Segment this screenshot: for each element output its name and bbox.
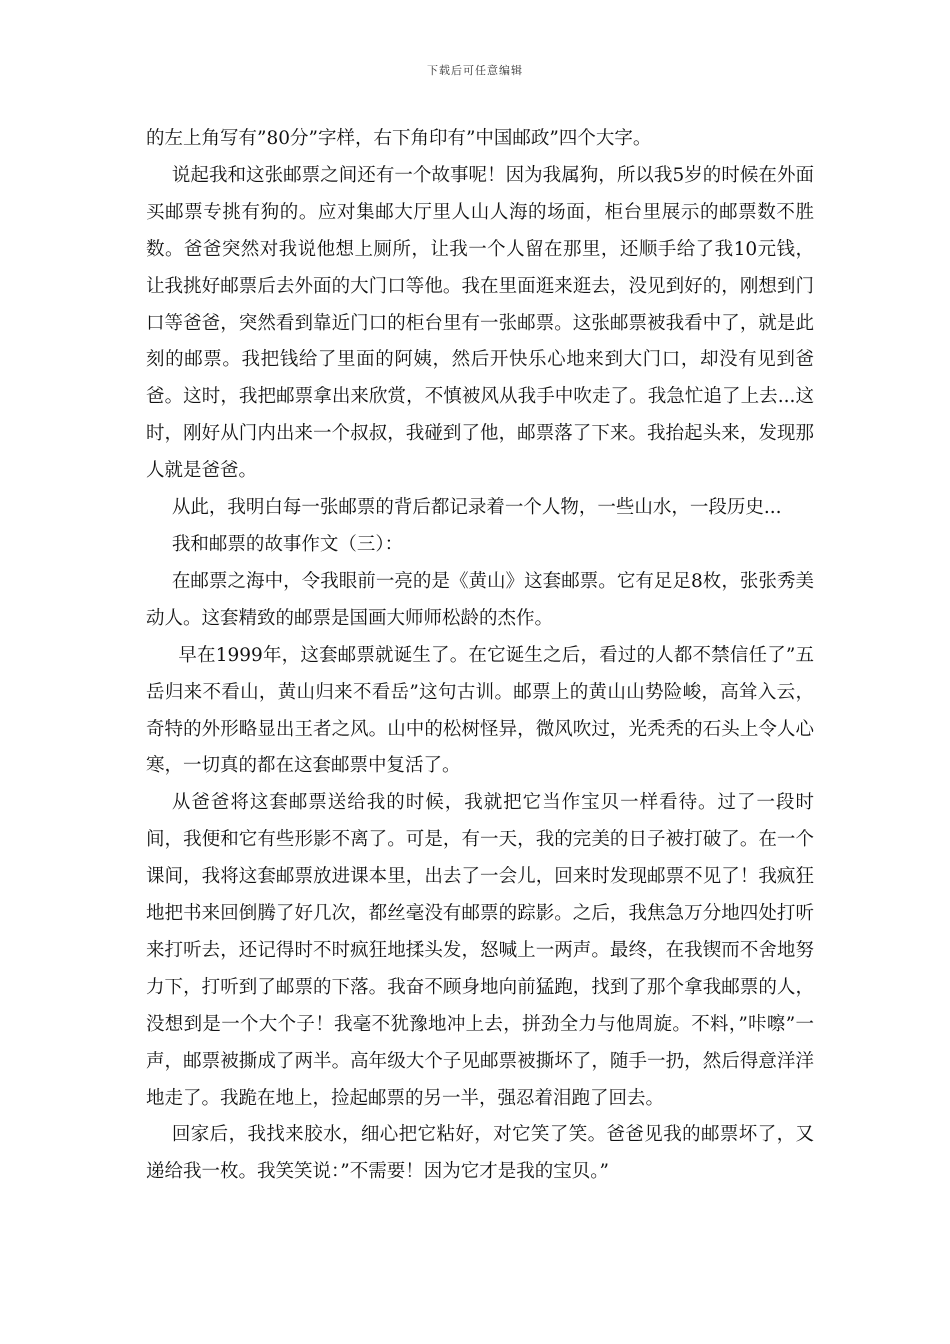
paragraph: 说起我和这张邮票之间还有一个故事呢！因为我属狗，所以我5岁的时候在外面买邮票专挑有狗的。应对集邮大厅里人山人海的场面，柜台里展示的邮票数不胜数。爸爸突然对我说他想上厕所，让我一个人留在那里，还顺手给了我10元钱，让我挑好邮票后去外面的大门口等他。我在里面逛来逛去，没见到好的，刚想到门口等爸爸，突然看到靠近门口的柜台里有一张邮票。这张邮票被我看中了，就是此刻的邮票。我把钱给了里面的阿姨，然后开快乐心地来到大门口，却没有见到爸爸。这时，我把邮票拿出来欣赏，不慎被风从我手中吹走了。我急忙追了上去...这时，刚好从门内出来一个叔叔，我碰到了他，邮票落了下来。我抬起头来，发现那人就是爸爸。 (146, 164, 814, 482)
paragraph: 早在1999年，这套邮票就诞生了。在它诞生之后，看过的人都不禁信任了”五岳归来不看山，黄山归来不看岳”这句古训。邮票上的黄山山势险峻，高耸入云，奇特的外形略显出王者之风。山中的松树怪异，微风吹过，光秃秃的石头上令人心寒，一切真的都在这套邮票中复活了。 (146, 644, 814, 777)
paragraph: 回家后，我找来胶水，细心把它粘好，对它笑了笑。爸爸见我的邮票坏了，又递给我一枚。我笑笑说：”不需要！因为它才是我的宝贝。” (146, 1124, 814, 1183)
paragraph: 的左上角写有”80分”字样，右下角印有”中国邮政”四个大字。 (146, 128, 652, 149)
page-header: 下载后可任意编辑 (427, 64, 523, 77)
paragraph: 从爸爸将这套邮票送给我的时候，我就把它当作宝贝一样看待。过了一段时间，我便和它有些形影不离了。可是，有一天，我的完美的日子被打破了。在一个课间，我将这套邮票放进课本里，出去了一会儿，回来时发现邮票不见了！我疯狂地把书来回倒腾了好几次，都丝毫没有邮票的踪影。之后，我焦急万分地四处打听来打听去，还记得时不时疯狂地揉头发，怒喊上一两声。最终，在我锲而不舍地努力下，打听到了邮票的下落。我奋不顾身地向前猛跑，找到了那个拿我邮票的人，没想到是一个大个子！我毫不犹豫地冲上去，拼劲全力与他周旋。不料，”咔嚓”一声，邮票被撕成了两半。高年级大个子见邮票被撕坏了，随手一扔，然后得意洋洋地走了。我跪在地上，捡起邮票的另一半，强忍着泪跑了回去。 (146, 792, 814, 1109)
paragraph: 从此，我明白每一张邮票的背后都记录着一个人物，一些山水，一段历史... (171, 497, 782, 519)
document-body (146, 121, 814, 1191)
paragraph: 在邮票之海中，令我眼前一亮的是《黄山》这套邮票。它有足足8枚，张张秀美动人。这套精致的邮票是国画大师师松龄的杰作。 (146, 570, 814, 629)
section-heading: 我和邮票的故事作文（三）： (171, 533, 404, 555)
